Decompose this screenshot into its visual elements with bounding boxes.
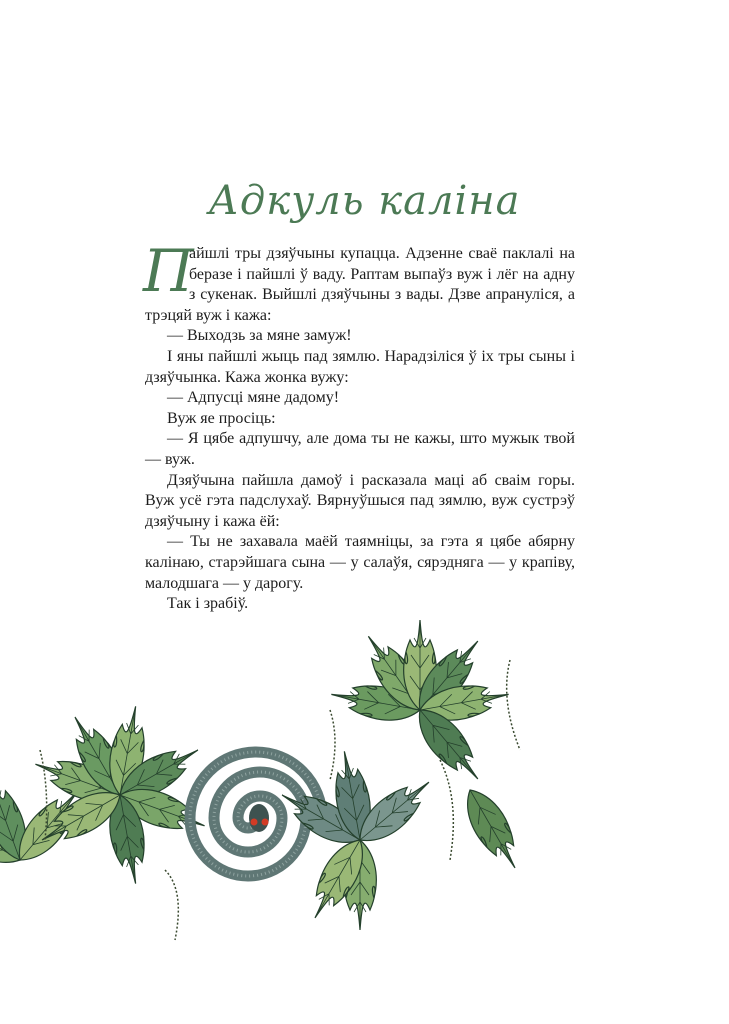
paragraph: Так і зрабіў. [167,595,249,613]
snake-and-nettle-leaves-illustration [0,600,729,1000]
paragraph: І яны пайшлі жыць пад зямлю. Нарадзіліся ў іх тры сыны і дзяўчынка. Кажа жонка вужу: [145,347,575,386]
paragraph: Вуж яе просіць: [167,409,276,427]
paragraph: Дзяўчына пайшла дамоў і расказала маці аб сваім горы. Вуж усё гэта падслухаў. Вярнуўшыся пад зямлю, вуж сустрэў дзяўчыну і кажа ёй: [145,471,575,530]
drop-cap: П [143,237,194,305]
story-title: Адкуль каліна [208,178,521,224]
story-text [143,237,575,615]
paragraph: — Ты не захавала маёй таямніцы, за гэта я цябе абярну калінаю, старэйшага сына — у салаўя, сярэдняга — у крапіву, малодшага — у дарогу. [145,533,575,592]
nettle-leaves-left [0,704,210,887]
paragraph: айшлі тры дзяўчыны купацца. Адзенне сваё паклалі на беразе і пайшлі ў ваду. Раптам выпаўз вуж і лёг на адну з сукенак. Выйшлі дзяўчыны з вады. Дзве апрануліся, а трэцяй вуж і кажа: [145,245,575,324]
paragraph: — Адпусці мяне дадому! [167,389,340,407]
paragraph: — Я цябе адпушчу, але дома ты не кажы, што мужык твой — вуж. [145,430,575,468]
paragraph: — Выходзь за мяне замуж! [167,327,352,345]
